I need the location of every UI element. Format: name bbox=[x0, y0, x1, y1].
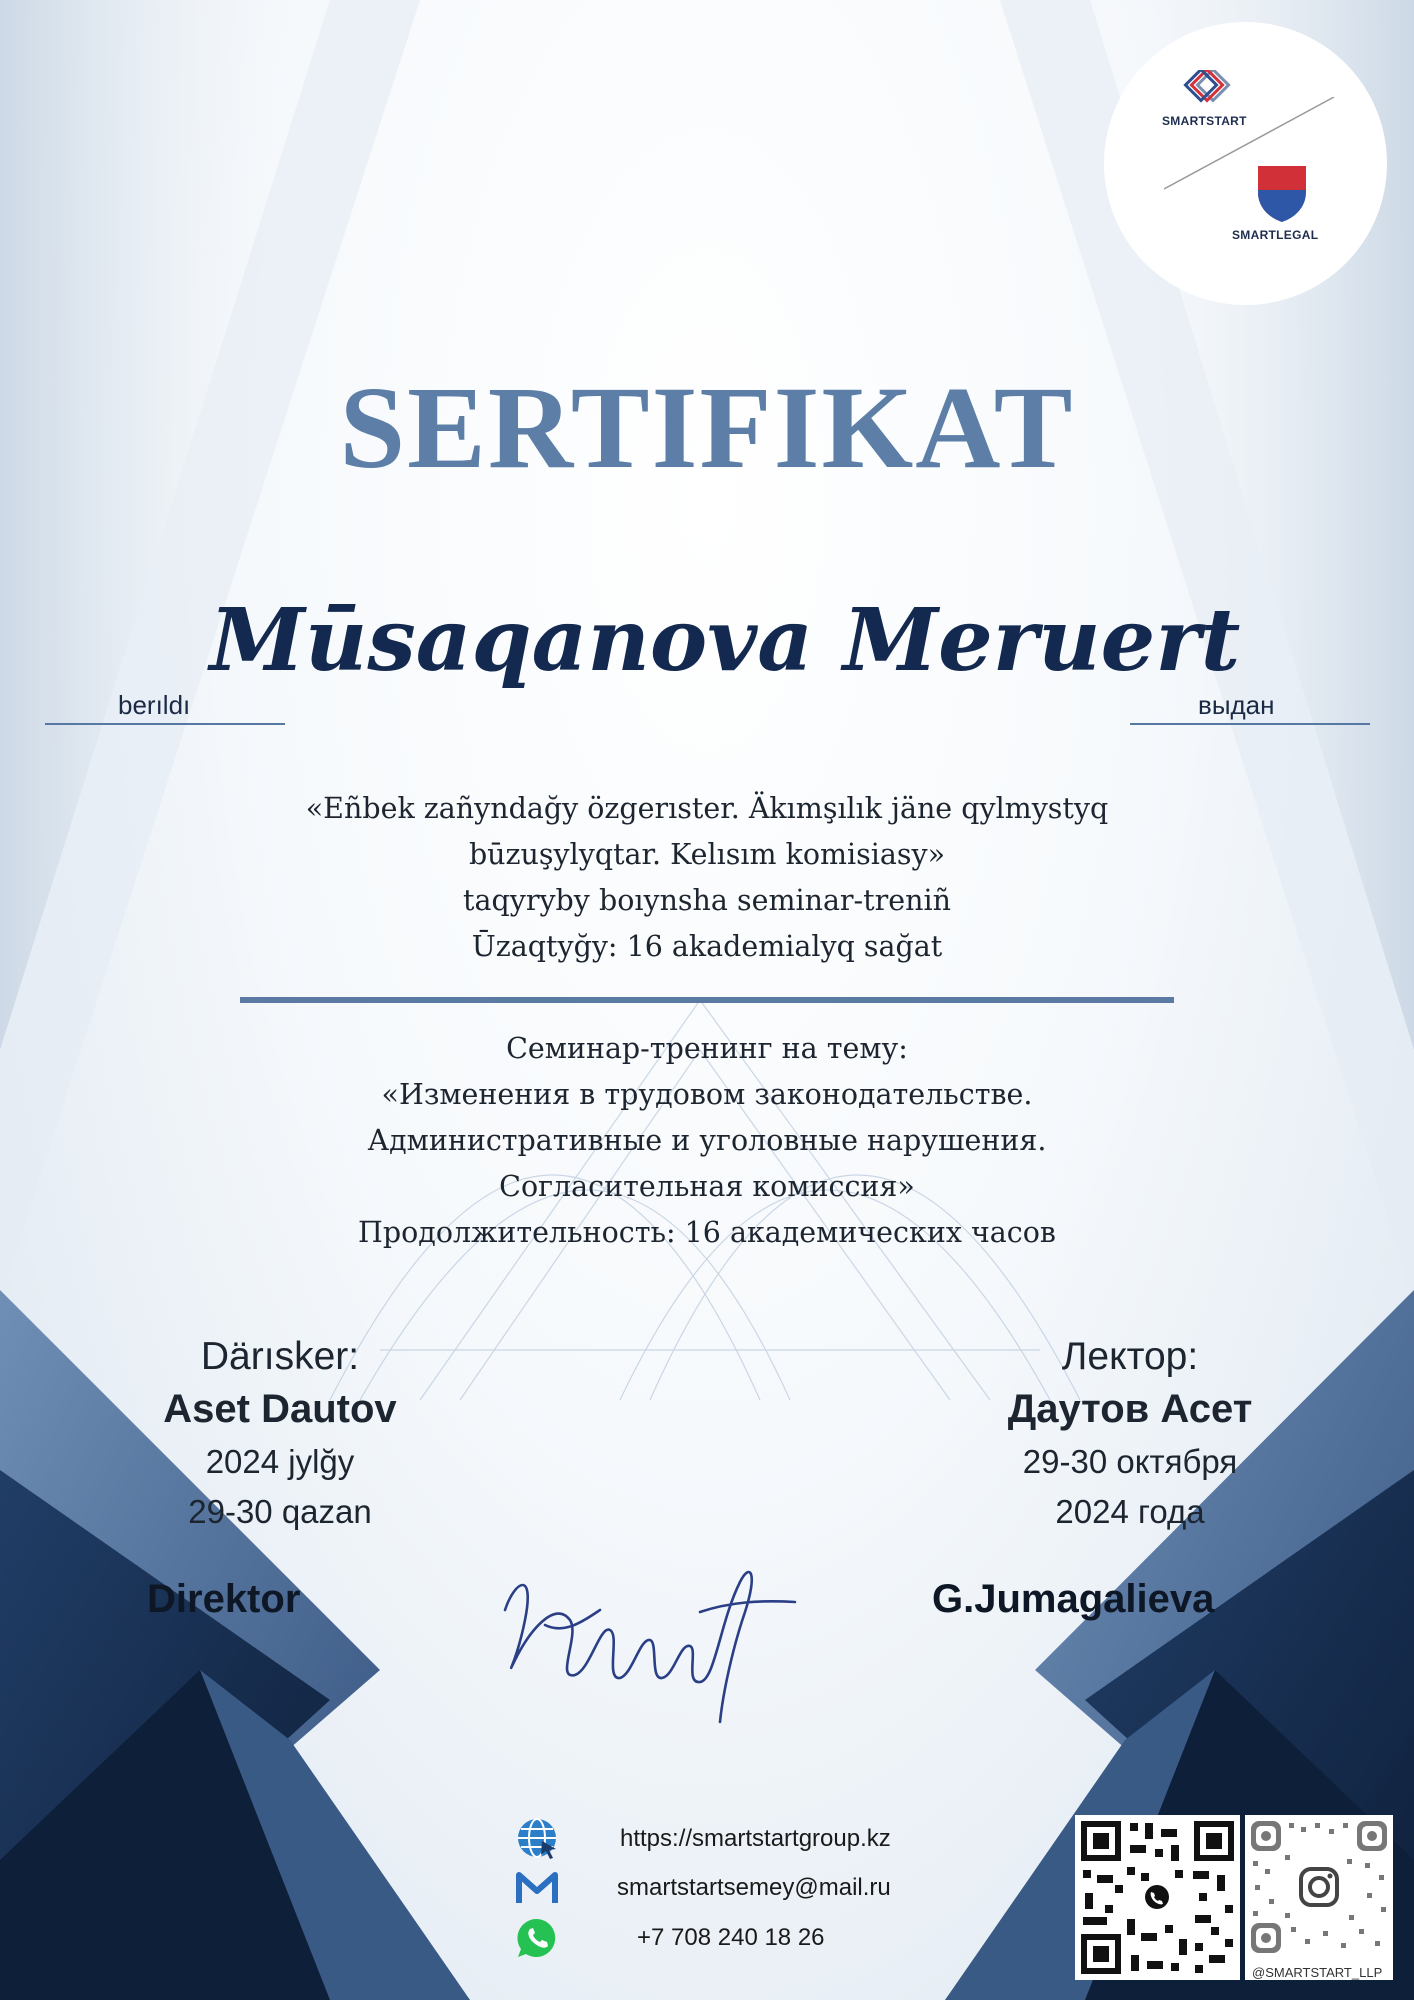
description-kz-line: taqyryby boıynsha seminar-treniñ bbox=[463, 884, 951, 917]
instagram-qr-code[interactable] bbox=[1245, 1815, 1393, 1980]
description-ru-line: «Изменения в трудовом законодательстве. bbox=[381, 1078, 1033, 1111]
description-ru-line: Административные и уголовные нарушения. bbox=[367, 1124, 1047, 1157]
description-kz-line: Ūzaqtyğy: 16 akademialyq sağat bbox=[471, 930, 943, 963]
recipient-name: Mūsaqanova Meruert bbox=[209, 590, 1241, 691]
director-role: Direktor bbox=[147, 1577, 301, 1621]
description-ru-line: Продолжительность: 16 академических часов bbox=[358, 1216, 1056, 1249]
mail-icon bbox=[514, 1865, 560, 1911]
phone-number[interactable]: +7 708 240 18 26 bbox=[637, 1924, 825, 1951]
lecturer-label-kz: Därısker: bbox=[200, 1335, 360, 1378]
underline-left bbox=[45, 723, 285, 725]
smartstart-label: SMARTSTART bbox=[1162, 114, 1247, 128]
description-ru-line: Согласительная комиссия» bbox=[499, 1170, 915, 1203]
signature-drawing bbox=[505, 1572, 795, 1722]
lecturer-block-kz bbox=[110, 1333, 450, 1537]
certificate-title: SERTIFIKAT bbox=[339, 362, 1075, 493]
whatsapp-qr-code[interactable] bbox=[1075, 1815, 1240, 1980]
lecturer-block-ru bbox=[960, 1333, 1300, 1537]
lecturer-label-ru: Лектор: bbox=[1061, 1335, 1199, 1378]
description-kz-line: būzuşylyqtar. Kelısım komisiasy» bbox=[468, 838, 946, 871]
email-link[interactable]: smartstartsemey@mail.ru bbox=[617, 1874, 891, 1901]
section-separator bbox=[240, 997, 1174, 1003]
lecturer-date-ru-1: 29-30 октября bbox=[1022, 1443, 1238, 1480]
lecturer-name-kz: Aset Dautov bbox=[163, 1387, 397, 1431]
description-kz-line: «Eñbek zañyndağy özgerıster. Äkımşılık jäne qylmystyq bbox=[305, 792, 1109, 825]
issued-label-kz: berıldı bbox=[118, 690, 191, 720]
website-link[interactable]: https://smartstartgroup.kz bbox=[620, 1825, 891, 1852]
director-name: G.Jumagalieva bbox=[932, 1577, 1215, 1621]
smartlegal-label: SMARTLEGAL bbox=[1232, 228, 1319, 242]
globe-icon bbox=[514, 1815, 560, 1861]
description-ru-line: Семинар-тренинг на тему: bbox=[506, 1032, 908, 1065]
instagram-handle: @SMARTSTART_LLP bbox=[1252, 1965, 1383, 1980]
whatsapp-icon bbox=[514, 1915, 560, 1961]
lecturer-date-kz-1: 2024 jylğy bbox=[205, 1443, 355, 1480]
lecturer-date-kz-2: 29-30 qazan bbox=[188, 1493, 372, 1530]
issued-label-ru: выдан bbox=[1198, 690, 1275, 720]
logo-badge bbox=[1104, 22, 1387, 305]
lecturer-date-ru-2: 2024 года bbox=[1055, 1493, 1205, 1530]
smartlegal-shield-icon bbox=[1254, 162, 1310, 224]
description-kz bbox=[150, 786, 1264, 970]
underline-right bbox=[1130, 723, 1370, 725]
lecturer-name-ru: Даутов Асет bbox=[1007, 1387, 1253, 1431]
description-ru bbox=[150, 1026, 1264, 1256]
